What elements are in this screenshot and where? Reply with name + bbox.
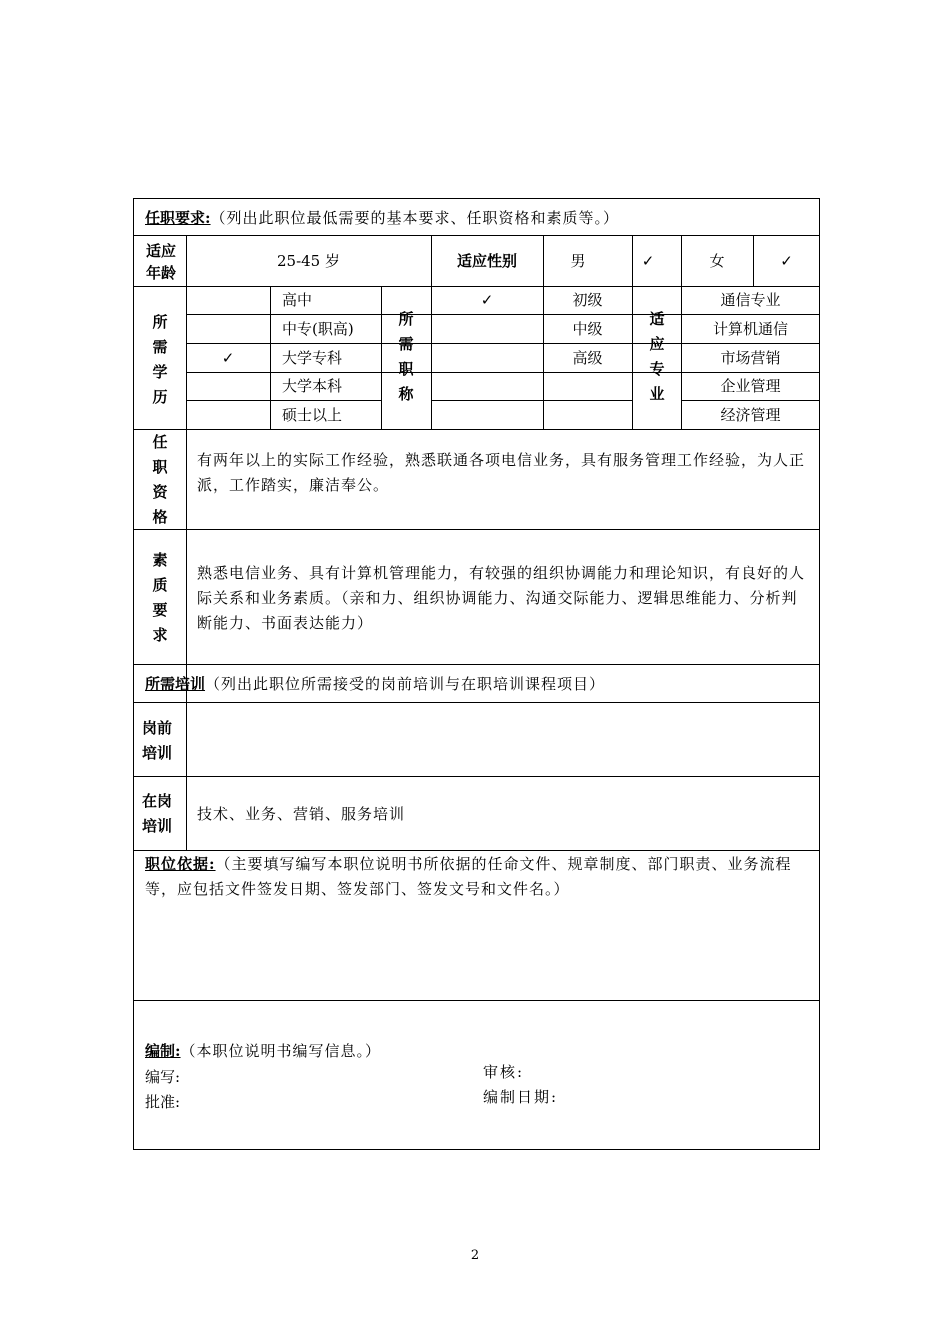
basis-block [145,852,813,902]
education-label: 所需学历 [152,313,168,406]
reviewer-field: 审核: [483,1063,525,1081]
age-value: 25-45 岁 [276,252,340,270]
date-field: 编制日期: [483,1088,559,1106]
row-divider [186,343,820,344]
approver-field: 批准: [145,1093,181,1111]
title-option-0: 初级 [572,291,603,309]
requirements-heading: 任职要求: [145,209,211,227]
education-option-1: 中专(职高) [282,320,354,338]
row-divider [186,400,381,401]
compile-heading-row [145,1042,381,1060]
row-divider [133,664,820,665]
gender-male: 男 [570,252,586,270]
gender-label: 适应性别 [456,252,517,270]
basis-note: （主要填写编写本职位说明书所依据的任命文件、规章制度、部门职责、业务流程等，应包括文件签发日期、签发部门、签发文号和文件名。） [145,855,792,898]
basis-heading: 职位依据: [145,855,216,873]
row-divider [431,400,632,401]
row-divider [133,286,820,287]
row-divider [133,429,820,430]
training-heading-note: （列出此职位所需接受的岗前培训与在职培训课程项目） [205,675,606,693]
row-divider [186,372,820,373]
title-option-2: 高级 [572,349,603,367]
qualification-label: 任职资格 [152,433,168,526]
major-4: 经济管理 [720,406,781,424]
quality-text: 熟悉电信业务、具有计算机管理能力，有较强的组织协调能力和理论知识，有良好的人际关系和业务素质。（亲和力、组织协调能力、沟通交际能力、逻辑思维能力、分析判断能力、书面表达能力） [197,564,806,632]
education-option-4: 硕士以上 [282,406,343,424]
col-divider [270,286,271,429]
row-divider [681,400,820,401]
qualification-text: 有两年以上的实际工作经验，熟悉联通各项电信业务，具有服务管理工作经验，为人正派，工作踏实，廉洁奉公。 [197,451,806,494]
onjob-training-value: 技术、业务、营销、服务培训 [197,805,406,823]
education-option-2: 大学专科 [282,349,343,367]
job-requirements-form [133,198,820,1150]
title-option-1: 中级 [572,320,603,338]
gender-female-check: ✓ [780,252,793,270]
row-divider [133,702,820,703]
education-option-3: 大学本科 [282,377,343,395]
compile-heading: 编制: [145,1042,181,1060]
quality-label: 素质要求 [152,551,168,644]
major-2: 市场营销 [720,349,781,367]
title-check-0: ✓ [480,291,494,309]
col-divider [186,429,187,850]
major-label: 适应专业 [649,310,665,403]
requirements-heading-note: （列出此职位最低需要的基本要求、任职资格和素质等。） [210,209,620,227]
row-divider [186,314,820,315]
gender-male-check: ✓ [641,252,655,270]
onjob-training-label: 在岗培训 [142,792,173,835]
row-divider [133,529,820,530]
training-heading-row [145,675,605,693]
age-label: 适应年龄 [145,242,176,282]
row-divider [133,850,820,851]
gender-female: 女 [709,252,725,270]
training-heading: 所需培训 [145,675,206,693]
major-1: 计算机通信 [712,320,788,338]
compile-note: （本职位说明书编写信息。） [180,1042,382,1060]
page-number: 2 [470,1248,480,1263]
col-divider [381,286,382,429]
title-label: 所需职称 [398,310,414,403]
requirements-heading-row [145,209,619,227]
row-divider [133,235,820,236]
row-divider [133,776,820,777]
major-0: 通信专业 [720,291,781,309]
major-3: 企业管理 [720,377,781,395]
education-option-0: 高中 [282,291,313,309]
writer-field: 编写: [145,1068,181,1086]
pre-training-label: 岗前培训 [142,719,173,762]
row-divider [133,1000,820,1001]
education-check-2: ✓ [221,349,235,367]
